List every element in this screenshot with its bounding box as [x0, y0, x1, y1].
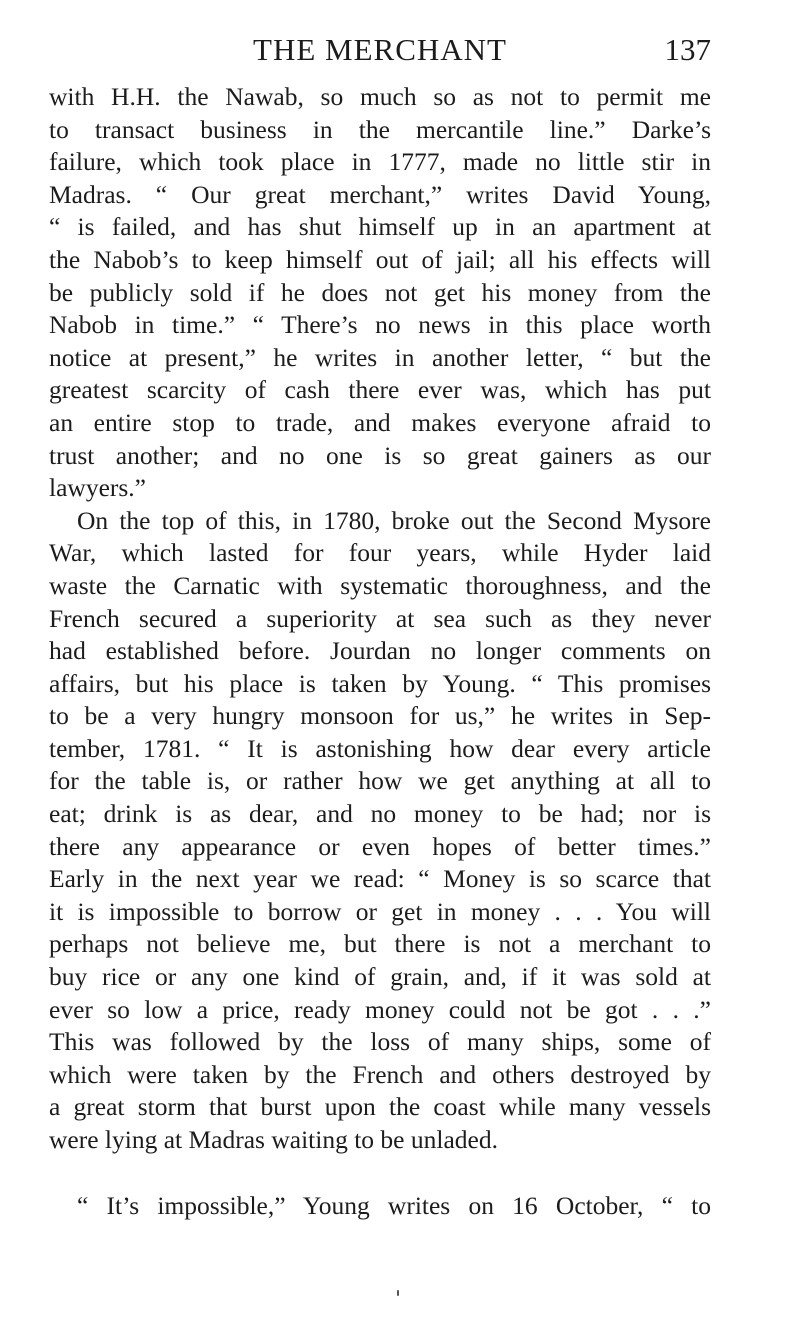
- text-line: perhaps not believe me, but there is not a merchant to: [49, 929, 711, 959]
- paragraph-start-line: On the top of this, in 1780, broke out the Second Mysore: [77, 505, 711, 535]
- text-line: an entire stop to trade, and makes everyone afraid to: [49, 407, 711, 437]
- text-line: it is impossible to borrow or get in money . . . You will: [49, 896, 711, 926]
- paragraph-start-line: “ It’s impossible,” Young writes on 16 October, “ to: [77, 1190, 711, 1220]
- text-line: tember, 1781. “ It is astonishing how dear every article: [49, 733, 711, 763]
- text-line: affairs, but his place is taken by Young. “ This promises: [49, 668, 711, 698]
- text-line: were lying at Madras waiting to be unladed.: [49, 1125, 498, 1154]
- running-title: THE MERCHANT: [253, 32, 507, 67]
- text-line: lawyers.”: [49, 473, 146, 503]
- text-line: there any appearance or even hopes of better times.”: [49, 831, 711, 861]
- text-line: to transact business in the mercantile line.” Darke’s: [49, 114, 711, 144]
- text-line: Madras. “ Our great merchant,” writes David Young,: [49, 179, 711, 209]
- page-header: [49, 30, 711, 76]
- text-line: Nabob in time.” “ There’s no news in this place worth: [49, 310, 711, 340]
- text-line: ever so low a price, ready money could not be got . . .”: [49, 994, 711, 1024]
- text-line: Early in the next year we read: “ Money is so scarce that: [49, 864, 711, 894]
- text-line: greatest scarcity of cash there ever was, which has put: [49, 375, 711, 405]
- text-line: be publicly sold if he does not get his money from the: [49, 277, 711, 307]
- text-line: the Nabob’s to keep himself out of jail; all his effects will: [49, 244, 711, 274]
- text-line: a great storm that burst upon the coast while many vessels: [49, 1092, 711, 1122]
- text-line: trust another; and no one is so great gainers as our: [49, 440, 711, 470]
- text-line: This was followed by the loss of many ships, some of: [49, 1027, 711, 1057]
- text-line: failure, which took place in 1777, made no little stir in: [49, 147, 711, 177]
- paragraph-gap: [49, 1157, 711, 1190]
- text-line: War, which lasted for four years, while Hyder laid: [49, 538, 711, 568]
- text-line: eat; drink is as dear, and no money to be had; nor is: [49, 799, 711, 829]
- text-line: notice at present,” he writes in another letter, “ but the: [49, 342, 711, 372]
- text-line: to be a very hungry monsoon for us,” he writes in Sep-: [49, 701, 711, 731]
- text-line: with H.H. the Nawab, so much so as not to permit me: [49, 82, 711, 111]
- text-line: waste the Carnatic with systematic thoroughness, and the: [49, 570, 711, 600]
- text-line: “ is failed, and has shut himself up in an apartment at: [49, 212, 711, 242]
- text-line: which were taken by the French and others destroyed by: [49, 1059, 711, 1089]
- text-line: had established before. Jourdan no longer comments on: [49, 636, 711, 666]
- text-line: buy rice or any one kind of grain, and, if it was sold at: [49, 962, 711, 992]
- text-line: for the table is, or rather how we get anything at all to: [49, 766, 711, 796]
- print-speck: [397, 1290, 399, 1296]
- page-number: 137: [664, 32, 711, 67]
- text-line: French secured a superiority at sea such as they never: [49, 603, 711, 633]
- body-text: [49, 81, 711, 1222]
